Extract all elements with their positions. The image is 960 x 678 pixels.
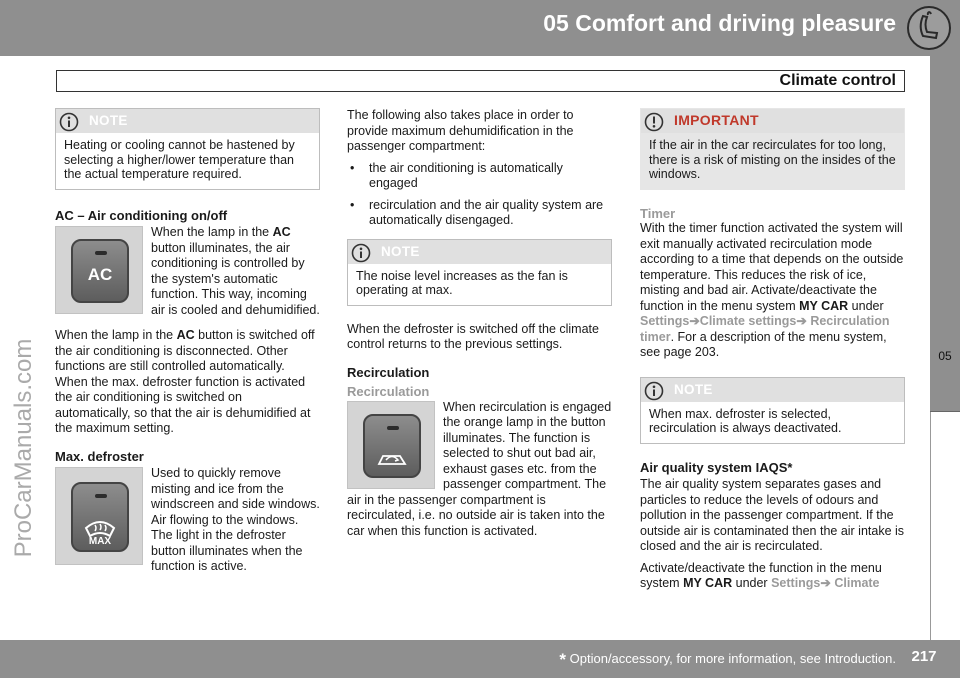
footer-bar [0, 640, 960, 678]
arrow-right-icon: ➔ [689, 314, 700, 328]
list-item: • recirculation and the air quality system are automatically disengaged. [347, 198, 612, 229]
note-label: NOTE [674, 381, 713, 397]
arrow-right-icon: ➔ [796, 314, 807, 328]
info-icon [351, 243, 371, 263]
timer-heading: Timer [640, 205, 676, 221]
watermark [4, 228, 44, 668]
important-label: IMPORTANT [674, 112, 759, 128]
timer-description: With the timer function activated the system will exit manually activated recirculation mode according to a time that depends on the outside temperature. This reduces the risk of ice, misting and bad air. Activate/deactivate the function in the menu system MY CAR under Settings➔Climate settings➔ Recirculation timer. For a description of the menu system, see page 203. [640, 221, 904, 359]
recirculation-subheading: Recirculation [347, 384, 430, 399]
defroster-off-text: When the defroster is switched off the climate control returns to the previous settings. [347, 321, 599, 351]
climate-link: Climate [834, 576, 880, 590]
note-text: Heating or cooling cannot be hastened by selecting a higher/lower temperature than the actual temperature required. [64, 138, 295, 181]
recirculation-button-face [363, 414, 421, 478]
note-box-header [641, 378, 904, 402]
dehumidify-intro: The following also takes place in order to provide maximum dehumidification in the passenger compartment: [347, 108, 574, 153]
ac-description: When the lamp in the AC button illuminates, the air conditioning is controlled by the system's automatic function. This way, incoming air is cooled and dehumidified. [151, 225, 320, 317]
section-title: Climate control [779, 72, 896, 89]
important-text: If the air in the car recirculates for too long, there is a risk of misting on the insides of the windows. [641, 133, 904, 189]
ac-button-image [55, 226, 143, 314]
info-icon [59, 112, 79, 132]
defroster-description: Used to quickly remove misting and ice from the windscreen and side windows. Air flowing to the windows. The light in the defroster button illuminates when the function is active. [151, 466, 320, 573]
column-3 [640, 108, 905, 598]
note-text: When max. defroster is selected, recirculation is always deactivated. [649, 406, 842, 435]
section-bar [56, 70, 905, 92]
ac-button-lamp [95, 251, 107, 255]
column-2 [347, 108, 612, 549]
arrow-right-icon: ➔ [820, 576, 831, 590]
air-quality-description: The air quality system separates gases and particles to reduce the levels of odours and pollution in the passenger compartment. If the outside air is contaminated then the air intake is closed and the air is recirculated. [640, 477, 905, 553]
side-tab-blank [930, 412, 960, 640]
chapter-title: 05 Comfort and driving pleasure [543, 10, 896, 36]
note-box-header [348, 240, 611, 264]
recirculation-car-icon [374, 444, 410, 472]
recirculation-button-lamp [387, 426, 399, 430]
list-item: • the air conditioning is automatically engaged [347, 161, 612, 192]
footnote [420, 650, 896, 670]
ac-heading: AC – Air conditioning on/off [55, 207, 228, 223]
settings-link: Settings [771, 576, 821, 590]
note-box-defroster [640, 377, 905, 444]
ac-off-description: When the lamp in the AC button is switched off the air conditioning is disconnected. Other functions are still controlled automatically. When the max. defroster function is activated the air conditioning is switched on automatically, so that the air is dehumidified at the maximum setting. [55, 328, 315, 435]
header-bar [0, 0, 960, 56]
exclamation-icon [644, 112, 664, 132]
max-defroster-heading: Max. defroster [55, 448, 144, 464]
ac-button-face [71, 239, 129, 303]
page-number: 217 [911, 648, 937, 665]
ac-block [55, 225, 320, 324]
info-icon [644, 381, 664, 401]
chapter-side-tab [930, 56, 960, 412]
defroster-button-image [55, 467, 143, 565]
defroster-block [55, 466, 320, 581]
important-box [640, 108, 905, 190]
note-box-heating [55, 108, 320, 190]
footnote-star: * [559, 650, 567, 669]
note-text: The noise level increases as the fan is operating at max. [356, 268, 568, 297]
recirculation-button-image [347, 401, 435, 489]
defroster-button-text: MAX [88, 536, 112, 547]
climate-settings-link: Climate settings [699, 314, 797, 328]
note-label: NOTE [89, 113, 128, 128]
chapter-side-tab-label: 05 [938, 349, 952, 363]
car-seat-icon [906, 5, 952, 51]
air-quality-heading: Air quality system IAQS* [640, 459, 793, 475]
note-box-header [56, 109, 319, 133]
watermark-text: ProCarManuals.com [10, 338, 37, 558]
note-box-noise [347, 239, 612, 306]
column-1 [55, 108, 320, 585]
air-quality-activate: Activate/deactivate the function in the menu system MY CAR under Settings➔ Climate [640, 560, 882, 590]
recirculation-timer-link: Recirculation timer [640, 314, 890, 344]
recirculation-description: When recirculation is engaged the orange lamp in the button illuminates. The function is selected to shut out bad air, exhaust gases etc. from the passenger compartment. The air in the passenger compartment is recirculated, i.e. no outside air is taken into the car when this function is activated. [347, 399, 612, 538]
defroster-button-face [71, 482, 129, 552]
ac-button-text: AC [87, 265, 113, 284]
settings-link: Settings [640, 314, 690, 328]
recirculation-heading: Recirculation [347, 364, 430, 380]
defroster-button-lamp [95, 494, 107, 498]
recirculation-block [347, 400, 612, 546]
important-box-header [641, 109, 904, 133]
dehumidify-list [347, 161, 612, 229]
footnote-text: Option/accessory, for more information, see Introduction. [566, 651, 896, 666]
note-label: NOTE [381, 243, 420, 259]
